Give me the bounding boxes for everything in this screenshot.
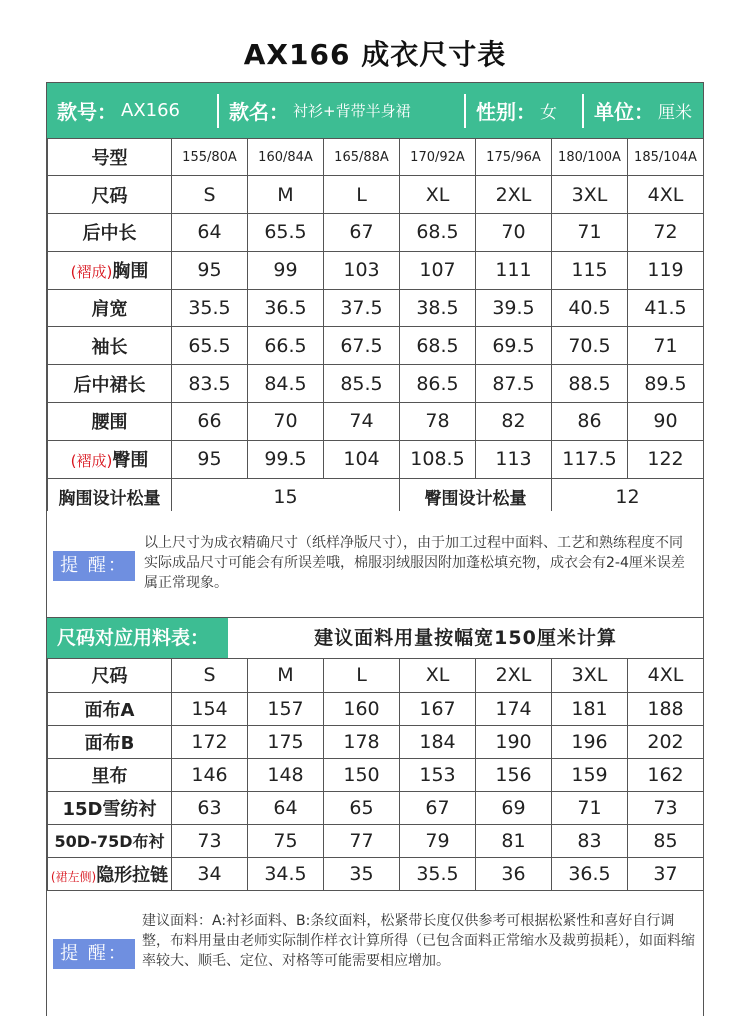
value-cell: 70.5 [552,327,628,365]
ease-hip-value: 12 [552,478,704,515]
value-cell: 117.5 [552,440,628,478]
table-row [48,440,704,478]
value-cell: 71 [552,791,628,824]
row-label-prefix: (褶成) [70,263,113,282]
value-cell: 181 [552,692,628,725]
value-cell: 154 [172,692,248,725]
size-cell: L [324,176,400,214]
value-cell: 73 [628,791,704,824]
size-cell: XL [400,659,476,692]
size-cell: 4XL [628,176,704,214]
value-cell: 178 [324,725,400,758]
value-cell: 85 [628,824,704,857]
size-cell: S [172,176,248,214]
value-cell: 89.5 [628,365,704,403]
value-cell: 95 [172,440,248,478]
size-table [47,138,704,516]
row-label-text: 腰围 [91,412,128,434]
table-row [48,214,704,252]
row-label-text: 15D雪纺衬 [62,798,157,820]
size-chart-card [46,82,704,1016]
ease-hip-label: 臀围设计松量 [400,478,552,515]
fabric-section-header [47,618,703,659]
value-cell: 146 [172,758,248,791]
row-label-text: 后中裙长 [73,374,146,396]
style-name [229,83,464,138]
size-cell: 3XL [552,176,628,214]
row-label-text: 袖长 [91,336,128,358]
note-text: 建议面料：A:衬衫面料、B:条纹面料，松紧带长度仅供参考可根据松紧性和喜好自行调整，布料用量由老师实际制作样衣计算所得（已包含面料正常缩水及裁剪损耗），如面料缩率较大、顺毛、定位、对格等可能需要相应增加。 [142,913,695,969]
value-cell: 71 [552,214,628,252]
value-cell: 83 [552,824,628,857]
ease-chest-value: 15 [172,478,400,515]
value-cell: 85.5 [324,365,400,403]
table-row [48,692,704,725]
row-label-text: 臀围 [112,450,149,472]
value-cell: 79 [400,824,476,857]
value-cell: 167 [400,692,476,725]
row-label [48,857,172,890]
value-cell: 69.5 [476,327,552,365]
value-cell: 156 [476,758,552,791]
value-cell: 70 [248,402,324,440]
gender [476,83,582,138]
size-cell: 2XL [476,659,552,692]
gender-key: 性别： [476,100,536,124]
note-box [47,893,703,1016]
table-row [48,758,704,791]
value-cell: 153 [400,758,476,791]
value-cell: 74 [324,402,400,440]
fabric-table [47,659,704,891]
value-cell: 67.5 [324,327,400,365]
value-cell: 160 [324,692,400,725]
style-name-value: 衬衫+背带半身裙 [293,102,411,120]
value-cell: 70 [476,214,552,252]
row-label [48,692,172,725]
table-row-size [48,176,704,214]
table-row [48,365,704,403]
row-label [48,402,172,440]
value-cell: 66 [172,402,248,440]
header-bar [47,83,703,138]
size-cell: M [248,659,324,692]
page-title: AX166 成衣尺寸表 [243,38,507,71]
value-cell: 69 [476,791,552,824]
model-cell: 165/88A [324,139,400,176]
reminder-tag: 提 醒： [53,551,135,581]
value-cell: 66.5 [248,327,324,365]
row-label-text: 里布 [91,765,128,787]
unit-key: 单位： [594,100,654,124]
value-cell: 174 [476,692,552,725]
value-cell: 119 [628,251,704,289]
table-row [48,289,704,327]
value-cell: 78 [400,402,476,440]
row-label-prefix: (裙左侧) [50,869,97,884]
size-cell: S [172,659,248,692]
row-label-text: 胸围 [112,261,149,283]
value-cell: 36 [476,857,552,890]
value-cell: 88.5 [552,365,628,403]
value-cell: 35 [324,857,400,890]
gender-value: 女 [540,103,557,123]
divider [217,94,219,128]
value-cell: 175 [248,725,324,758]
value-cell: 35.5 [172,289,248,327]
value-cell: 150 [324,758,400,791]
value-cell: 107 [400,251,476,289]
value-cell: 82 [476,402,552,440]
value-cell: 95 [172,251,248,289]
value-cell: 157 [248,692,324,725]
value-cell: 90 [628,402,704,440]
row-label [48,214,172,252]
value-cell: 37 [628,857,704,890]
value-cell: 99 [248,251,324,289]
model-cell: 160/84A [248,139,324,176]
value-cell: 38.5 [400,289,476,327]
reminder-tag: 提 醒： [53,939,135,969]
table-row [48,791,704,824]
row-label [48,365,172,403]
value-cell: 190 [476,725,552,758]
value-cell: 77 [324,824,400,857]
value-cell: 87.5 [476,365,552,403]
value-cell: 64 [172,214,248,252]
table-row-ease [48,478,704,515]
unit [594,83,692,138]
row-label [48,251,172,289]
value-cell: 86 [552,402,628,440]
table-row-model [48,139,704,176]
table-row [48,402,704,440]
table-row [48,725,704,758]
value-cell: 36.5 [248,289,324,327]
value-cell: 122 [628,440,704,478]
fabric-section-tag: 尺码对应用料表： [47,618,228,658]
value-cell: 37.5 [324,289,400,327]
value-cell: 115 [552,251,628,289]
value-cell: 75 [248,824,324,857]
row-label: 号型 [48,139,172,176]
note-text: 以上尺寸为成衣精确尺寸（纸样净版尺寸），由于加工过程中面料、工艺和熟练程度不同实际成品尺寸可能会有所误差哦，棉服羽绒服因附加蓬松填充物，成衣会有2-4厘米误差属正常现象。 [144,535,685,591]
row-label [48,440,172,478]
value-cell: 68.5 [400,327,476,365]
model-cell: 180/100A [552,139,628,176]
value-cell: 81 [476,824,552,857]
value-cell: 172 [172,725,248,758]
table-row [48,251,704,289]
value-cell: 39.5 [476,289,552,327]
row-label-text: 隐形拉链 [96,864,169,886]
value-cell: 65.5 [172,327,248,365]
divider [582,94,584,128]
model-cell: 155/80A [172,139,248,176]
value-cell: 148 [248,758,324,791]
value-cell: 34 [172,857,248,890]
value-cell: 67 [324,214,400,252]
value-cell: 35.5 [400,857,476,890]
row-label: 尺码 [48,659,172,692]
table-row [48,857,704,890]
unit-value: 厘米 [658,103,692,123]
note-box [47,511,703,618]
row-label-text: 面布B [84,732,135,754]
value-cell: 113 [476,440,552,478]
value-cell: 86.5 [400,365,476,403]
value-cell: 65 [324,791,400,824]
value-cell: 184 [400,725,476,758]
size-cell: L [324,659,400,692]
size-cell: XL [400,176,476,214]
row-label-text: 面布A [84,699,135,721]
size-cell: 4XL [628,659,704,692]
value-cell: 83.5 [172,365,248,403]
value-cell: 40.5 [552,289,628,327]
value-cell: 34.5 [248,857,324,890]
value-cell: 202 [628,725,704,758]
value-cell: 162 [628,758,704,791]
table-row [48,824,704,857]
row-label [48,791,172,824]
row-label [48,327,172,365]
table-row [48,327,704,365]
value-cell: 159 [552,758,628,791]
size-cell: 2XL [476,176,552,214]
table-row-size [48,659,704,692]
model-cell: 185/104A [628,139,704,176]
value-cell: 71 [628,327,704,365]
value-cell: 63 [172,791,248,824]
value-cell: 67 [400,791,476,824]
value-cell: 73 [172,824,248,857]
value-cell: 103 [324,251,400,289]
value-cell: 84.5 [248,365,324,403]
value-cell: 72 [628,214,704,252]
model-cell: 170/92A [400,139,476,176]
value-cell: 196 [552,725,628,758]
value-cell: 104 [324,440,400,478]
value-cell: 108.5 [400,440,476,478]
row-label-text: 50D-75D布衬 [54,832,165,851]
row-label-prefix: (褶成) [70,452,113,471]
value-cell: 41.5 [628,289,704,327]
size-cell: M [248,176,324,214]
row-label [48,289,172,327]
value-cell: 188 [628,692,704,725]
style-no [47,83,207,138]
row-label-text: 肩宽 [91,298,128,320]
fabric-section-title: 建议面料用量按幅宽150厘米计算 [314,627,617,649]
ease-chest-label: 胸围设计松量 [48,478,172,515]
value-cell: 36.5 [552,857,628,890]
value-cell: 65.5 [248,214,324,252]
style-no-key: 款号： [57,100,117,124]
row-label: 尺码 [48,176,172,214]
value-cell: 68.5 [400,214,476,252]
style-no-value: AX166 [121,100,181,121]
row-label [48,758,172,791]
value-cell: 111 [476,251,552,289]
model-cell: 175/96A [476,139,552,176]
size-cell: 3XL [552,659,628,692]
value-cell: 99.5 [248,440,324,478]
row-label-text: 后中长 [82,223,137,245]
row-label [48,824,172,857]
row-label [48,725,172,758]
value-cell: 64 [248,791,324,824]
divider [464,94,466,128]
style-name-key: 款名： [229,100,289,124]
